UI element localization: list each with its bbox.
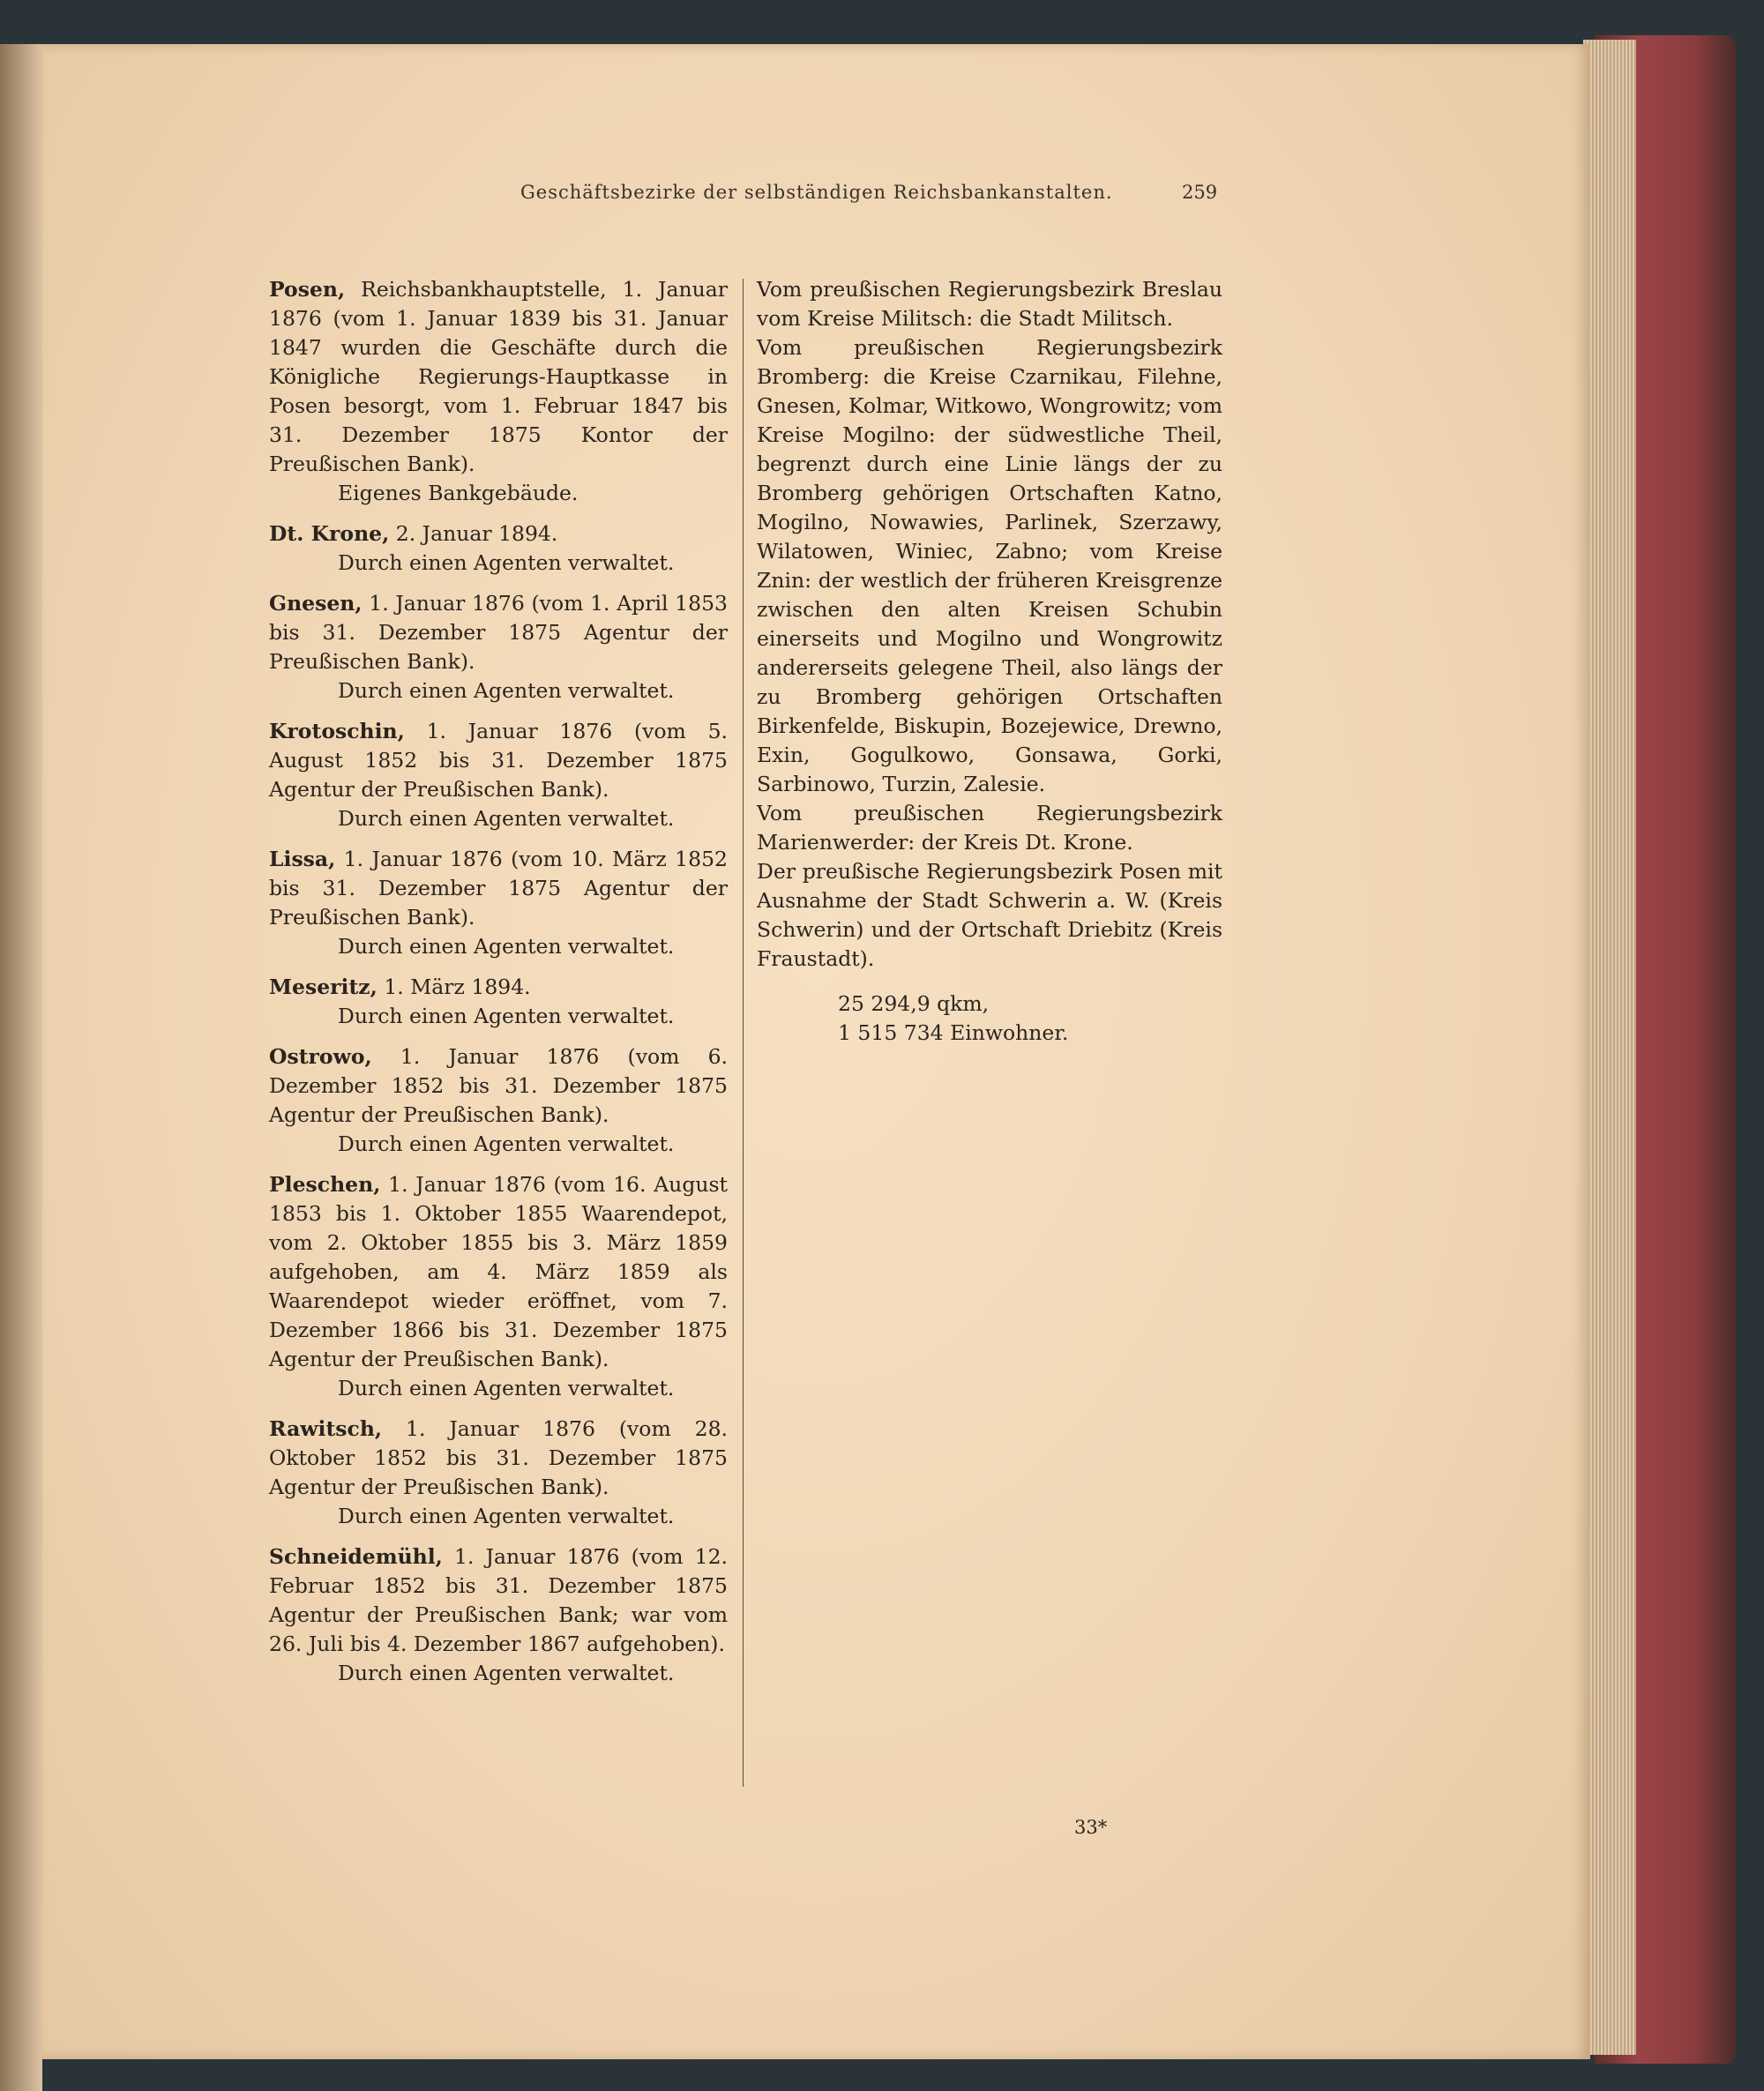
area-value: 25 294,9 qkm, [838, 991, 990, 1016]
entry-name: Meseritz, [269, 975, 377, 999]
entry-text: 1. Januar 1876 (vom 16. August 1853 bis 1. Oktober 1855 Waarendepot, vom 2. Oktober 1855 bis 3. März 1859 aufgehoben, am 4. März 1859 als Waarendepot wieder eröffnet, vom 7. Dezember 1866 bis 31. Dezember 1875 Agentur der Preußischen Bank). [269, 1172, 728, 1371]
entry-note: Durch einen Agenten verwaltet. [338, 934, 675, 959]
entry-note: Durch einen Agenten verwaltet. [338, 1376, 675, 1400]
entry-dt-krone [269, 519, 728, 578]
entry-text: 1. März 1894. [377, 975, 531, 999]
entry-name: Ostrowo, [269, 1044, 372, 1069]
entry-meseritz [269, 973, 728, 1031]
entry-name: Gnesen, [269, 591, 363, 616]
entry-text: 1. Januar 1876 (vom 1. April 1853 bis 31. Dezember 1875 Agentur der Preußischen Bank). [269, 591, 728, 674]
entry-note: Eigenes Bankgebäude. [338, 481, 579, 505]
entry-name: Krotoschin, [269, 719, 405, 743]
entry-note: Durch einen Agenten verwaltet. [338, 1661, 675, 1685]
district-stats [757, 989, 1222, 1048]
entry-text: 2. Januar 1894. [389, 521, 558, 546]
district-paragraph: Der preußische Regierungsbezirk Posen mit Ausnahme der Stadt Schwerin a. W. (Kreis Schwerin) und der Ortschaft Driebitz (Kreis Fraustadt). [757, 859, 1222, 971]
entry-name: Posen, [269, 277, 346, 302]
left-column [269, 275, 728, 1699]
entry-posen [269, 275, 728, 508]
signature-mark: 33* [1074, 1817, 1108, 1838]
entry-text: Reichsbankhauptstelle, 1. Januar 1876 (vom 1. Januar 1839 bis 31. Januar 1847 wurden die Geschäfte durch die Königliche Regierungs-Hauptkasse in Posen besorgt, vom 1. Februar 1847 bis 31. Dezember 1875 Kontor der Preußischen Bank). [269, 277, 728, 476]
district-paragraph: Vom preußischen Regierungsbezirk Bromberg: die Kreise Czarnikau, Filehne, Gnesen, Kolmar, Witkowo, Wongrowitz; vom Kreise Mogilno: der südwestliche Theil, begrenzt durch eine Linie längs der zu Bromberg gehörigen Ortschaften Katno, Mogilno, Nowawies, Parlinek, Szerzawy, Wilatowen, Winiec, Zabno; vom Kreise Znin: der westlich der früheren Kreisgrenze zwischen den alten Kreisen Schubin einerseits und Mogilno und Wongrowitz andererseits gelegene Theil, also längs der zu Bromberg gehörigen Ortschaften Birkenfelde, Biskupin, Bozejewice, Drewno, Exin, Gogulkowo, Gonsawa, Gorki, Sarbinowo, Turzin, Zalesie. [757, 335, 1222, 796]
entry-text: 1. Januar 1876 (vom 10. März 1852 bis 31. Dezember 1875 Agentur der Preußischen Bank). [269, 847, 728, 930]
page-number: 259 [1182, 182, 1218, 203]
district-paragraph: Vom preußischen Regierungsbezirk Breslau vom Kreise Militsch: die Stadt Militsch. [757, 277, 1222, 331]
entry-note: Durch einen Agenten verwaltet. [338, 1504, 675, 1528]
entry-schneidemuehl [269, 1542, 728, 1688]
entry-text: 1. Januar 1876 (vom 12. Februar 1852 bis 31. Dezember 1875 Agentur der Preußischen Bank; war vom 26. Juli bis 4. Dezember 1867 aufgehoben). [269, 1544, 728, 1656]
running-header: Geschäftsbezirke der selbständigen Reichsbankanstalten. [520, 182, 1113, 203]
entry-note: Durch einen Agenten verwaltet. [338, 1004, 675, 1028]
entry-text: 1. Januar 1876 (vom 28. Oktober 1852 bis 31. Dezember 1875 Agentur der Preußischen Bank). [269, 1416, 728, 1499]
population-value: 1 515 734 Einwohner. [838, 1020, 1069, 1045]
entry-name: Dt. Krone, [269, 521, 390, 546]
district-paragraph: Vom preußischen Regierungsbezirk Marienwerder: der Kreis Dt. Krone. [757, 801, 1222, 855]
entry-pleschen [269, 1170, 728, 1403]
entry-gnesen [269, 589, 728, 706]
right-column [757, 275, 1222, 1048]
entry-name: Schneidemühl, [269, 1544, 443, 1569]
column-divider [743, 279, 744, 1787]
entry-text: 1. Januar 1876 (vom 5. August 1852 bis 31. Dezember 1875 Agentur der Preußischen Bank). [269, 719, 728, 802]
entry-note: Durch einen Agenten verwaltet. [338, 806, 675, 831]
entry-ostrowo [269, 1042, 728, 1159]
entry-name: Pleschen, [269, 1172, 381, 1197]
entry-note: Durch einen Agenten verwaltet. [338, 550, 675, 575]
page-stack-edge [1583, 40, 1636, 2055]
entry-name: Lissa, [269, 847, 336, 871]
entry-name: Rawitsch, [269, 1416, 383, 1441]
entry-krotoschin [269, 717, 728, 833]
entry-rawitsch [269, 1415, 728, 1531]
entry-note: Durch einen Agenten verwaltet. [338, 1131, 675, 1156]
entry-text: 1. Januar 1876 (vom 6. Dezember 1852 bis 31. Dezember 1875 Agentur der Preußischen Bank). [269, 1044, 728, 1127]
entry-lissa [269, 845, 728, 961]
entry-note: Durch einen Agenten verwaltet. [338, 678, 675, 703]
left-page-edge [0, 44, 42, 2091]
